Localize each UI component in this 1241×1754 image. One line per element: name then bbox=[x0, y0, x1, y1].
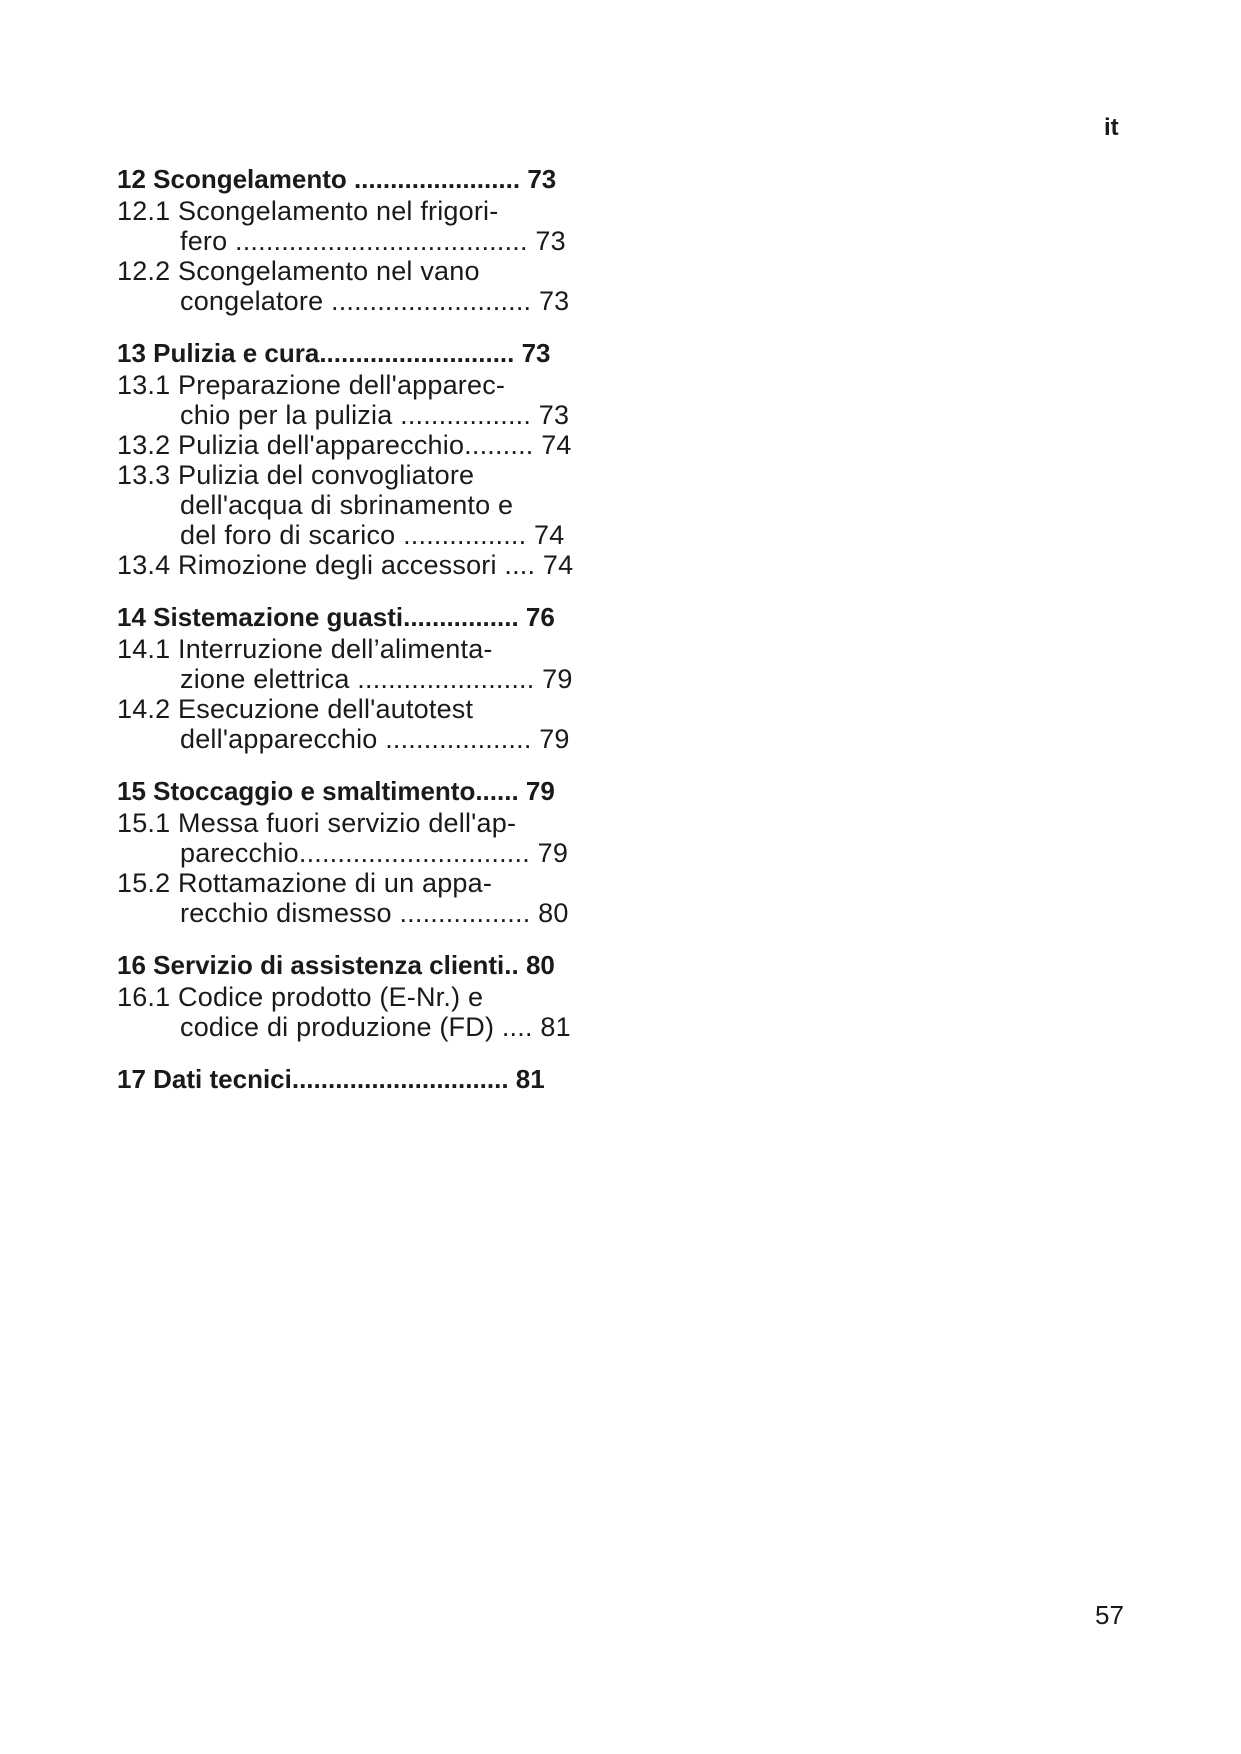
toc-entry-line: 15.1 Messa fuori servizio dell'ap- bbox=[117, 808, 517, 838]
page-number: 57 bbox=[1095, 1600, 1124, 1630]
toc-section-title[interactable]: 16 Servizio di assistenza clienti.. 80 bbox=[117, 950, 555, 980]
toc-section bbox=[117, 336, 637, 580]
toc-entry-line: chio per la pulizia ................. 73 bbox=[180, 400, 570, 430]
toc-section bbox=[117, 600, 637, 754]
toc-entry[interactable] bbox=[117, 808, 637, 868]
toc-entry-line: parecchio.............................. 79 bbox=[180, 838, 569, 868]
toc-entry-line: congelatore .......................... 73 bbox=[180, 286, 570, 316]
toc-entry[interactable] bbox=[117, 460, 637, 550]
toc-entry[interactable] bbox=[117, 982, 637, 1042]
toc-entry-line: dell'apparecchio ................... 79 bbox=[180, 724, 570, 754]
toc-entry[interactable] bbox=[117, 868, 637, 928]
toc-section-title[interactable]: 13 Pulizia e cura........................... 73 bbox=[117, 338, 551, 368]
toc-section-title[interactable]: 15 Stoccaggio e smaltimento...... 79 bbox=[117, 776, 555, 806]
toc-entry[interactable] bbox=[117, 694, 637, 754]
toc-section bbox=[117, 948, 637, 1042]
toc-section-title[interactable]: 17 Dati tecnici.............................. 81 bbox=[117, 1064, 545, 1094]
toc-entry-line: dell'acqua di sbrinamento e bbox=[180, 490, 514, 520]
toc-section bbox=[117, 774, 637, 928]
toc-section bbox=[117, 1062, 637, 1096]
toc-entry-line: 13.2 Pulizia dell'apparecchio......... 74 bbox=[117, 430, 572, 460]
toc-entry-line: zione elettrica ....................... 79 bbox=[180, 664, 573, 694]
toc-entry[interactable] bbox=[117, 550, 637, 580]
toc-entry-line: 14.2 Esecuzione dell'autotest bbox=[117, 694, 474, 724]
toc-entry-line: 13.1 Preparazione dell'apparec- bbox=[117, 370, 506, 400]
toc-entry-line: 14.1 Interruzione dell’alimenta- bbox=[117, 634, 493, 664]
toc-entry-line: 16.1 Codice prodotto (E-Nr.) e bbox=[117, 982, 484, 1012]
toc-entry[interactable] bbox=[117, 256, 637, 316]
toc-entry[interactable] bbox=[117, 430, 637, 460]
toc-entry-line: fero ...................................... 73 bbox=[180, 226, 566, 256]
toc-section bbox=[117, 162, 637, 316]
toc-entry-line: 12.1 Scongelamento nel frigori- bbox=[117, 196, 499, 226]
toc-entry-line: 13.4 Rimozione degli accessori .... 74 bbox=[117, 550, 574, 580]
toc-entry-line: del foro di scarico ................ 74 bbox=[180, 520, 565, 550]
table-of-contents bbox=[117, 162, 637, 1116]
toc-section-title[interactable]: 12 Scongelamento ....................... 73 bbox=[117, 164, 557, 194]
toc-entry[interactable] bbox=[117, 196, 637, 256]
toc-section-title[interactable]: 14 Sistemazione guasti................ 76 bbox=[117, 602, 555, 632]
toc-entry-line: 15.2 Rottamazione di un appa- bbox=[117, 868, 493, 898]
toc-entry[interactable] bbox=[117, 370, 637, 430]
toc-entry-line: 12.2 Scongelamento nel vano bbox=[117, 256, 480, 286]
toc-entry-line: recchio dismesso ................. 80 bbox=[180, 898, 569, 928]
language-label: it bbox=[1104, 114, 1119, 141]
toc-entry-line: codice di produzione (FD) .... 81 bbox=[180, 1012, 571, 1042]
toc-entry[interactable] bbox=[117, 634, 637, 694]
toc-entry-line: 13.3 Pulizia del convogliatore bbox=[117, 460, 475, 490]
